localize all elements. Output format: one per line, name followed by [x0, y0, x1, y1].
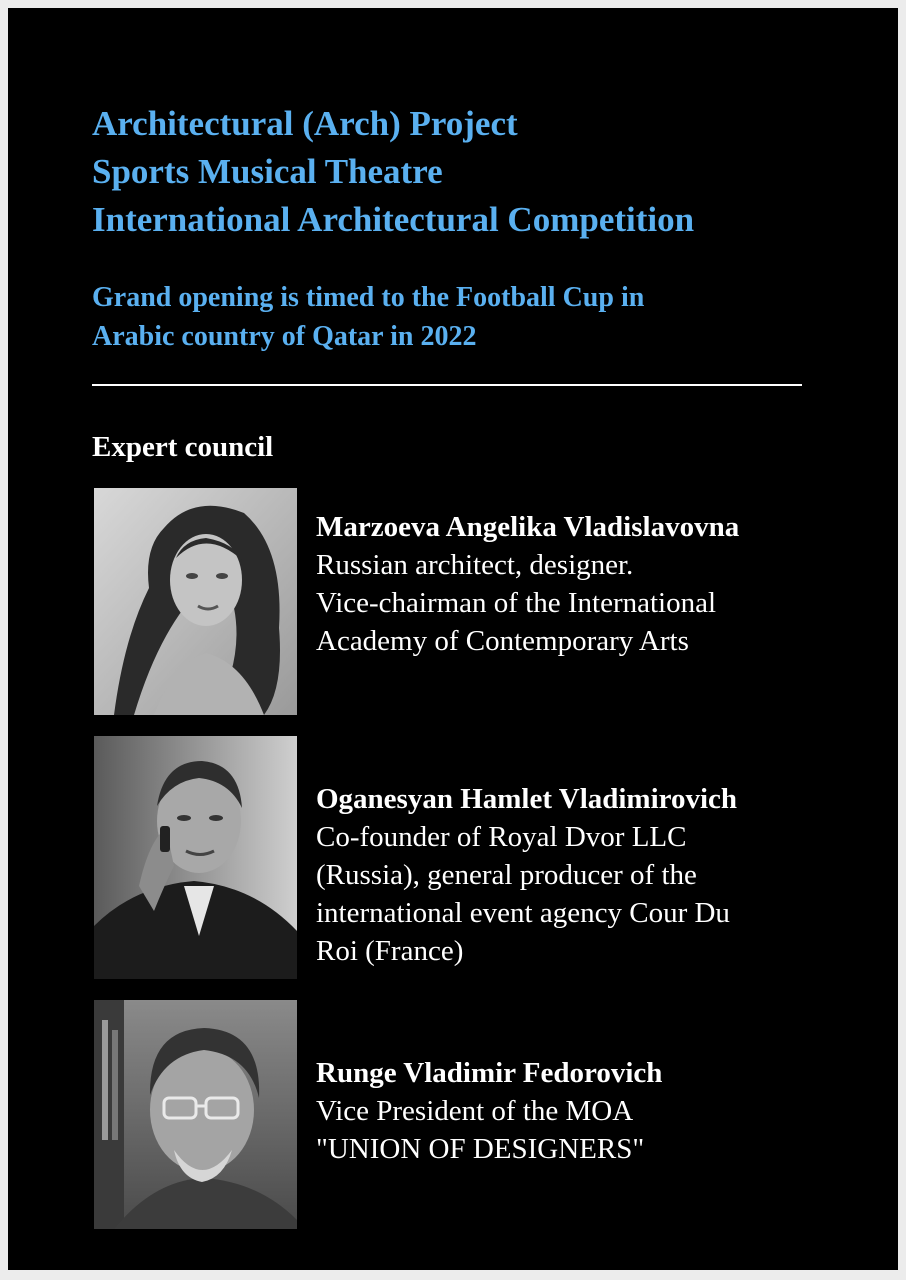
- expert-description-line: Roi (France): [316, 935, 464, 967]
- expert-name: Runge Vladimir Fedorovich: [316, 1057, 663, 1089]
- expert-description-line: Academy of Contemporary Arts: [316, 625, 689, 657]
- title-line-2: Sports Musical Theatre: [92, 152, 443, 191]
- expert-description-line: Vice-chairman of the International: [316, 587, 717, 619]
- expert-description-line: international event agency Cour Du: [316, 897, 730, 929]
- portrait-man-phone-image: [94, 736, 297, 979]
- subtitle-line-1: Grand opening is timed to the Football Cup in: [92, 282, 645, 313]
- title-line-1: Architectural (Arch) Project: [92, 104, 518, 143]
- expert-bio-runge: [316, 1054, 876, 1168]
- title-line-3: International Architectural Competition: [92, 200, 695, 239]
- expert-name: Marzoeva Angelika Vladislavovna: [316, 511, 740, 543]
- portrait-man-glasses-image: [94, 1000, 297, 1229]
- expert-description-line: Co-founder of Royal Dvor LLC: [316, 821, 687, 853]
- expert-name: Oganesyan Hamlet Vladimirovich: [316, 783, 738, 815]
- expert-description-line: (Russia), general producer of the: [316, 859, 697, 891]
- expert-description-line: Vice President of the MOA: [316, 1095, 634, 1127]
- divider-line: [92, 384, 802, 386]
- expert-council-heading: Expert council: [92, 431, 274, 463]
- expert-photo-runge: [94, 1000, 297, 1229]
- expert-photo-marzoeva: [94, 488, 297, 715]
- expert-description-line: "UNION OF DESIGNERS": [316, 1133, 645, 1165]
- poster-page: [8, 8, 898, 1270]
- subtitle-line-2: Arabic country of Qatar in 2022: [92, 321, 477, 352]
- expert-description-line: Russian architect, designer.: [316, 549, 634, 581]
- expert-bio-marzoeva: [316, 508, 876, 660]
- page-title: [92, 100, 852, 244]
- expert-bio-oganesyan: [316, 780, 876, 970]
- portrait-woman-image: [94, 488, 297, 715]
- expert-photo-oganesyan: [94, 736, 297, 979]
- page-subtitle: [92, 278, 832, 356]
